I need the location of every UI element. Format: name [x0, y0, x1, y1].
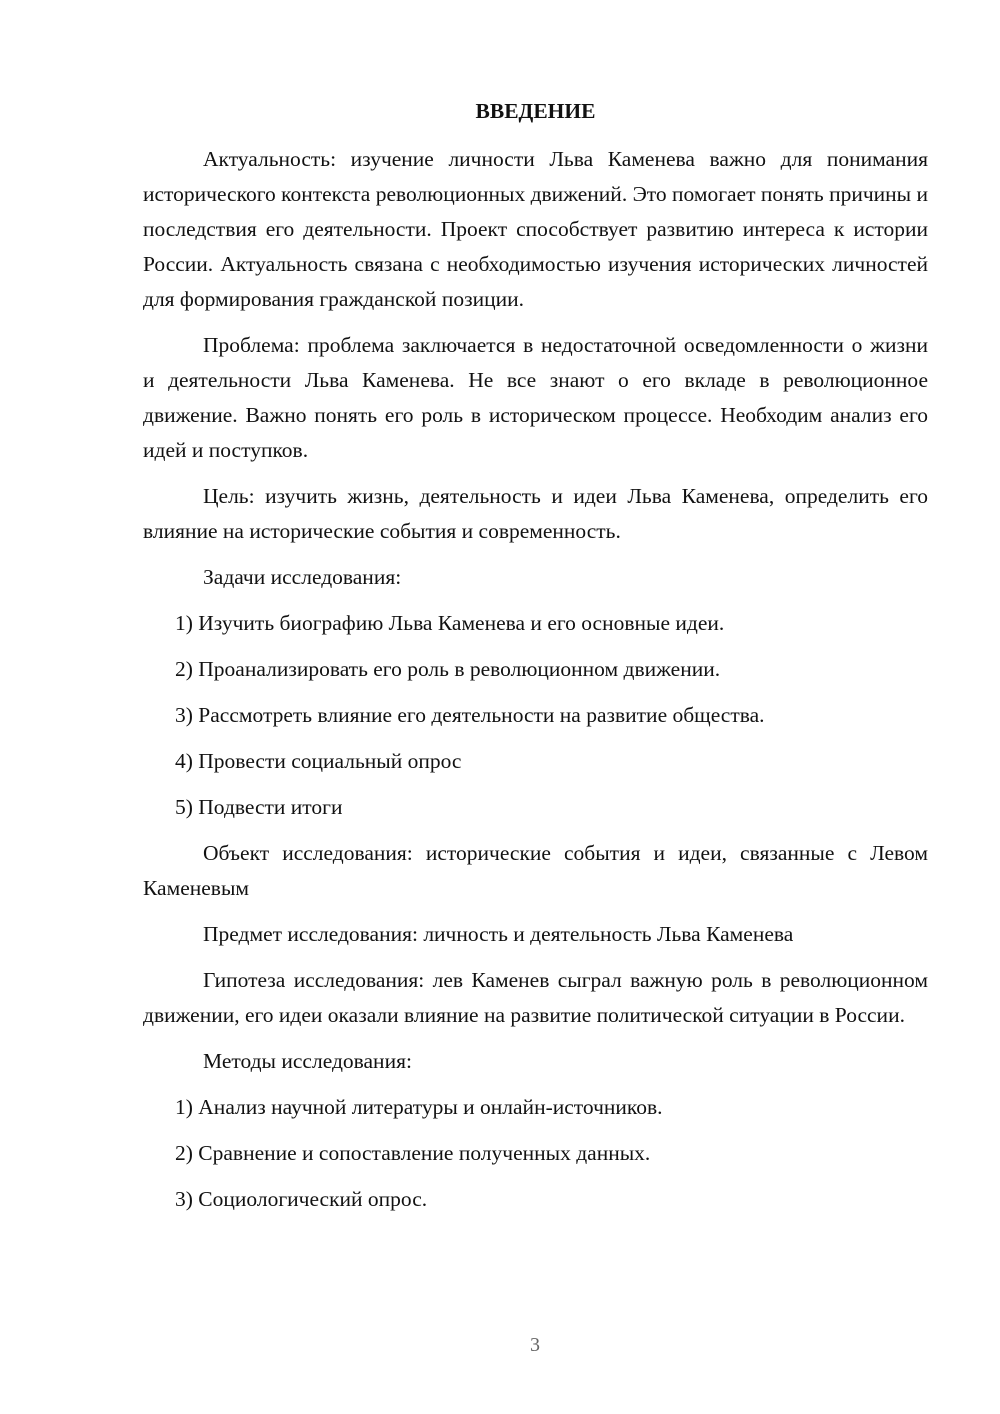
problem-paragraph: Проблема: проблема заключается в недостаточной осведомленности о жизни и деятельности Льва Каменева. Не все знают о его вкладе в революционное движение. Важно понять его роль в историческом процессе. Необходим анализ его идей и поступков. [143, 333, 928, 462]
section-title: ВВЕДЕНИЕ [475, 99, 596, 123]
methods-heading: Методы исследования: [203, 1049, 412, 1073]
methods-list [143, 1090, 928, 1217]
document-page [143, 96, 928, 1228]
object-paragraph: Объект исследования: исторические события и идеи, связанные с Левом Каменевым [143, 841, 928, 900]
tasks-heading: Задачи исследования: [203, 565, 402, 589]
list-item: 3) Социологический опрос. [175, 1187, 428, 1211]
subject-paragraph: Предмет исследования: личность и деятельность Льва Каменева [203, 922, 794, 946]
hypothesis-paragraph: Гипотеза исследования: лев Каменев сыграл важную роль в революционном движении, его идеи оказали влияние на развитие политической ситуации в России. [143, 968, 928, 1027]
list-item: 1) Анализ научной литературы и онлайн-источников. [175, 1095, 663, 1119]
list-item: 2) Сравнение и сопоставление полученных данных. [175, 1141, 651, 1165]
list-item: 2) Проанализировать его роль в революционном движении. [175, 657, 721, 681]
goal-paragraph: Цель: изучить жизнь, деятельность и идеи Льва Каменева, определить его влияние на исторические события и современность. [143, 484, 928, 543]
list-item: 4) Провести социальный опрос [175, 749, 462, 773]
list-item: 3) Рассмотреть влияние его деятельности на развитие общества. [175, 703, 765, 727]
relevance-paragraph: Актуальность: изучение личности Льва Каменева важно для понимания исторического контекста революционных движений. Это помогает понять причины и последствия его деятельности. Проект способствует развитию интереса к истории России. Актуальность связана с необходимостью изучения исторических личностей для формирования гражданской позиции. [143, 147, 929, 311]
tasks-list [143, 606, 928, 825]
page-number: 3 [530, 1334, 540, 1356]
list-item: 1) Изучить биографию Льва Каменева и его основные идеи. [175, 611, 725, 635]
list-item: 5) Подвести итоги [175, 795, 343, 819]
